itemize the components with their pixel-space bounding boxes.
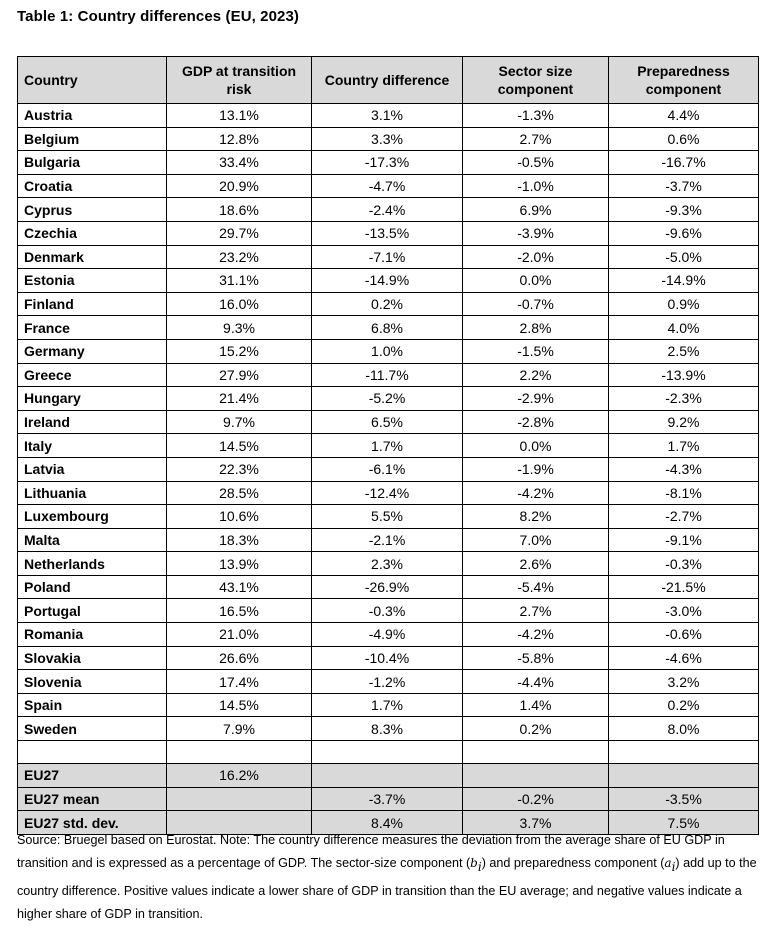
cell-sector-size: 0.0% bbox=[463, 269, 609, 293]
cell-sector-size: 2.2% bbox=[463, 363, 609, 387]
cell-gdp-at-risk: 18.6% bbox=[167, 198, 312, 222]
cell-country: Portugal bbox=[18, 599, 167, 623]
cell-country: Czechia bbox=[18, 221, 167, 245]
cell-sector-size: -0.2% bbox=[463, 787, 609, 811]
cell-sector-size: -1.9% bbox=[463, 457, 609, 481]
cell-gdp-at-risk: 28.5% bbox=[167, 481, 312, 505]
cell-country-difference: -2.1% bbox=[312, 528, 463, 552]
cell-preparedness: -2.7% bbox=[609, 505, 759, 529]
cell-country: Lithuania bbox=[18, 481, 167, 505]
cell-country-difference: 0.2% bbox=[312, 292, 463, 316]
table-row bbox=[18, 363, 759, 387]
cell-preparedness: 0.6% bbox=[609, 127, 759, 151]
cell-preparedness: -4.3% bbox=[609, 457, 759, 481]
cell-country-difference: -7.1% bbox=[312, 245, 463, 269]
cell-country: Estonia bbox=[18, 269, 167, 293]
table-body bbox=[18, 104, 759, 835]
cell-gdp-at-risk: 23.2% bbox=[167, 245, 312, 269]
cell-country-difference: -0.3% bbox=[312, 599, 463, 623]
table-row bbox=[18, 481, 759, 505]
cell-sector-size: 6.9% bbox=[463, 198, 609, 222]
table-header-row bbox=[18, 57, 759, 104]
note-text-2: ) and preparedness component ( bbox=[481, 856, 665, 870]
cell-gdp-at-risk: 21.0% bbox=[167, 623, 312, 647]
cell-gdp-at-risk: 10.6% bbox=[167, 505, 312, 529]
cell-preparedness: 1.7% bbox=[609, 434, 759, 458]
cell-gdp-at-risk: 33.4% bbox=[167, 151, 312, 175]
cell-sector-size: -2.8% bbox=[463, 410, 609, 434]
cell-country: Bulgaria bbox=[18, 151, 167, 175]
table-row bbox=[18, 269, 759, 293]
cell-sector-size: -2.0% bbox=[463, 245, 609, 269]
cell-gdp-at-risk: 13.9% bbox=[167, 552, 312, 576]
cell-country-difference: -13.5% bbox=[312, 221, 463, 245]
cell-preparedness: -9.6% bbox=[609, 221, 759, 245]
cell-country-difference: 8.4% bbox=[312, 811, 463, 835]
table-row bbox=[18, 127, 759, 151]
cell-gdp-at-risk: 20.9% bbox=[167, 174, 312, 198]
cell-gdp-at-risk: 27.9% bbox=[167, 363, 312, 387]
cell-country: Latvia bbox=[18, 457, 167, 481]
cell-country-difference: -2.4% bbox=[312, 198, 463, 222]
cell-sector-size bbox=[463, 741, 609, 764]
cell-gdp-at-risk: 21.4% bbox=[167, 387, 312, 411]
cell-preparedness: -4.6% bbox=[609, 646, 759, 670]
cell-country-difference: 6.5% bbox=[312, 410, 463, 434]
column-header-sector-size: Sector size component bbox=[463, 57, 609, 104]
cell-preparedness: -2.3% bbox=[609, 387, 759, 411]
cell-gdp-at-risk: 29.7% bbox=[167, 221, 312, 245]
cell-sector-size: 0.0% bbox=[463, 434, 609, 458]
cell-sector-size: 1.4% bbox=[463, 693, 609, 717]
cell-country: Luxembourg bbox=[18, 505, 167, 529]
cell-preparedness bbox=[609, 764, 759, 788]
table-row bbox=[18, 151, 759, 175]
cell-preparedness: -0.3% bbox=[609, 552, 759, 576]
cell-country-difference: -3.7% bbox=[312, 787, 463, 811]
cell-preparedness: 4.4% bbox=[609, 104, 759, 128]
cell-preparedness: 2.5% bbox=[609, 339, 759, 363]
cell-country: Hungary bbox=[18, 387, 167, 411]
cell-country: Slovakia bbox=[18, 646, 167, 670]
cell-country-difference: -1.2% bbox=[312, 670, 463, 694]
cell-country: Finland bbox=[18, 292, 167, 316]
table-row bbox=[18, 457, 759, 481]
table-row bbox=[18, 221, 759, 245]
table-row bbox=[18, 528, 759, 552]
cell-country: Ireland bbox=[18, 410, 167, 434]
cell-preparedness: -16.7% bbox=[609, 151, 759, 175]
cell-preparedness: -3.7% bbox=[609, 174, 759, 198]
cell-sector-size: 2.8% bbox=[463, 316, 609, 340]
cell-preparedness bbox=[609, 741, 759, 764]
cell-sector-size: -4.2% bbox=[463, 623, 609, 647]
cell-country: Austria bbox=[18, 104, 167, 128]
cell-country-difference: 1.7% bbox=[312, 434, 463, 458]
cell-gdp-at-risk: 9.7% bbox=[167, 410, 312, 434]
cell-gdp-at-risk bbox=[167, 787, 312, 811]
cell-sector-size: 2.6% bbox=[463, 552, 609, 576]
cell-country: Poland bbox=[18, 575, 167, 599]
symbol-a: a bbox=[664, 856, 672, 870]
cell-country: France bbox=[18, 316, 167, 340]
cell-country: Spain bbox=[18, 693, 167, 717]
cell-gdp-at-risk: 31.1% bbox=[167, 269, 312, 293]
cell-country: Italy bbox=[18, 434, 167, 458]
cell-country: Belgium bbox=[18, 127, 167, 151]
cell-gdp-at-risk: 16.0% bbox=[167, 292, 312, 316]
table-row bbox=[18, 104, 759, 128]
cell-sector-size: -4.4% bbox=[463, 670, 609, 694]
cell-country-difference: 3.3% bbox=[312, 127, 463, 151]
table-row bbox=[18, 575, 759, 599]
cell-preparedness: -9.3% bbox=[609, 198, 759, 222]
cell-gdp-at-risk: 15.2% bbox=[167, 339, 312, 363]
cell-gdp-at-risk: 13.1% bbox=[167, 104, 312, 128]
cell-country-difference: -10.4% bbox=[312, 646, 463, 670]
cell-preparedness: 3.2% bbox=[609, 670, 759, 694]
table-row bbox=[18, 434, 759, 458]
cell-sector-size bbox=[463, 764, 609, 788]
cell-sector-size: -5.4% bbox=[463, 575, 609, 599]
cell-country-difference: -14.9% bbox=[312, 269, 463, 293]
table-row bbox=[18, 316, 759, 340]
cell-sector-size: 2.7% bbox=[463, 599, 609, 623]
note-text-1: Source: Bruegel based on Eurostat. Note: The country difference measures the deviation from the average share of EU GDP in transition and is expressed as a percentage of GDP. The sector-size component ( bbox=[17, 833, 725, 870]
cell-country: Croatia bbox=[18, 174, 167, 198]
cell-country-difference: -6.1% bbox=[312, 457, 463, 481]
table-row bbox=[18, 292, 759, 316]
cell-country-difference: -11.7% bbox=[312, 363, 463, 387]
cell-preparedness: 0.2% bbox=[609, 693, 759, 717]
table-row bbox=[18, 693, 759, 717]
cell-preparedness: -13.9% bbox=[609, 363, 759, 387]
cell-country-difference: 2.3% bbox=[312, 552, 463, 576]
cell-sector-size: -2.9% bbox=[463, 387, 609, 411]
cell-gdp-at-risk: 9.3% bbox=[167, 316, 312, 340]
cell-preparedness: -8.1% bbox=[609, 481, 759, 505]
cell-country-difference bbox=[312, 764, 463, 788]
cell-preparedness: -3.0% bbox=[609, 599, 759, 623]
cell-country: Sweden bbox=[18, 717, 167, 741]
country-differences-table bbox=[17, 56, 759, 835]
table-row bbox=[18, 198, 759, 222]
table-row bbox=[18, 245, 759, 269]
cell-country: EU27 mean bbox=[18, 787, 167, 811]
cell-gdp-at-risk bbox=[167, 741, 312, 764]
cell-preparedness: -21.5% bbox=[609, 575, 759, 599]
summary-row bbox=[18, 764, 759, 788]
cell-country: Romania bbox=[18, 623, 167, 647]
table-row bbox=[18, 670, 759, 694]
cell-country: Malta bbox=[18, 528, 167, 552]
cell-sector-size: 3.7% bbox=[463, 811, 609, 835]
cell-country: Slovenia bbox=[18, 670, 167, 694]
cell-gdp-at-risk: 43.1% bbox=[167, 575, 312, 599]
cell-preparedness: 9.2% bbox=[609, 410, 759, 434]
cell-gdp-at-risk: 7.9% bbox=[167, 717, 312, 741]
cell-country-difference: -17.3% bbox=[312, 151, 463, 175]
cell-preparedness: 7.5% bbox=[609, 811, 759, 835]
column-header-country-difference: Country difference bbox=[312, 57, 463, 104]
cell-country-difference: -4.9% bbox=[312, 623, 463, 647]
cell-country-difference: -26.9% bbox=[312, 575, 463, 599]
cell-gdp-at-risk: 22.3% bbox=[167, 457, 312, 481]
table-row bbox=[18, 174, 759, 198]
cell-gdp-at-risk: 18.3% bbox=[167, 528, 312, 552]
cell-country-difference bbox=[312, 741, 463, 764]
cell-country: Denmark bbox=[18, 245, 167, 269]
cell-sector-size: -5.8% bbox=[463, 646, 609, 670]
cell-sector-size: -3.9% bbox=[463, 221, 609, 245]
summary-row bbox=[18, 787, 759, 811]
cell-sector-size: -1.0% bbox=[463, 174, 609, 198]
cell-preparedness: -0.6% bbox=[609, 623, 759, 647]
column-header-country: Country bbox=[18, 57, 167, 104]
cell-country: Netherlands bbox=[18, 552, 167, 576]
cell-sector-size: 8.2% bbox=[463, 505, 609, 529]
cell-gdp-at-risk: 14.5% bbox=[167, 434, 312, 458]
subscript-b: i bbox=[477, 859, 482, 874]
table-row bbox=[18, 717, 759, 741]
cell-country-difference: -5.2% bbox=[312, 387, 463, 411]
table-row bbox=[18, 339, 759, 363]
cell-country-difference: 5.5% bbox=[312, 505, 463, 529]
cell-gdp-at-risk: 26.6% bbox=[167, 646, 312, 670]
cell-country bbox=[18, 741, 167, 764]
cell-country: Greece bbox=[18, 363, 167, 387]
cell-gdp-at-risk: 16.2% bbox=[167, 764, 312, 788]
cell-country-difference: -4.7% bbox=[312, 174, 463, 198]
cell-country: EU27 bbox=[18, 764, 167, 788]
table-row bbox=[18, 599, 759, 623]
cell-preparedness: -14.9% bbox=[609, 269, 759, 293]
cell-gdp-at-risk: 16.5% bbox=[167, 599, 312, 623]
cell-country-difference: 3.1% bbox=[312, 104, 463, 128]
note-text-3: ) add up to the country difference. Positive values indicate a lower share of GDP in transition than the EU average; and negative values indicate a higher share of GDP in transition. bbox=[17, 856, 757, 921]
cell-country: EU27 std. dev. bbox=[18, 811, 167, 835]
cell-sector-size: -1.5% bbox=[463, 339, 609, 363]
cell-gdp-at-risk: 14.5% bbox=[167, 693, 312, 717]
cell-sector-size: -1.3% bbox=[463, 104, 609, 128]
cell-preparedness: -5.0% bbox=[609, 245, 759, 269]
cell-country-difference: 1.7% bbox=[312, 693, 463, 717]
table-title: Table 1: Country differences (EU, 2023) bbox=[17, 8, 300, 25]
cell-preparedness: -9.1% bbox=[609, 528, 759, 552]
cell-preparedness: 8.0% bbox=[609, 717, 759, 741]
table-row bbox=[18, 387, 759, 411]
column-header-preparedness: Preparedness component bbox=[609, 57, 759, 104]
cell-sector-size: -0.7% bbox=[463, 292, 609, 316]
cell-country-difference: -12.4% bbox=[312, 481, 463, 505]
cell-country: Cyprus bbox=[18, 198, 167, 222]
symbol-b: b bbox=[470, 856, 478, 870]
subscript-a: i bbox=[671, 859, 676, 874]
cell-gdp-at-risk: 12.8% bbox=[167, 127, 312, 151]
cell-country: Germany bbox=[18, 339, 167, 363]
table-row bbox=[18, 623, 759, 647]
cell-sector-size: -0.5% bbox=[463, 151, 609, 175]
table-row bbox=[18, 646, 759, 670]
cell-sector-size: -4.2% bbox=[463, 481, 609, 505]
table-row bbox=[18, 552, 759, 576]
source-note bbox=[17, 829, 762, 926]
blank-row bbox=[18, 741, 759, 764]
cell-country-difference: 6.8% bbox=[312, 316, 463, 340]
cell-sector-size: 2.7% bbox=[463, 127, 609, 151]
table-row bbox=[18, 505, 759, 529]
cell-preparedness: 4.0% bbox=[609, 316, 759, 340]
cell-country-difference: 1.0% bbox=[312, 339, 463, 363]
cell-sector-size: 7.0% bbox=[463, 528, 609, 552]
table-row bbox=[18, 410, 759, 434]
cell-country-difference: 8.3% bbox=[312, 717, 463, 741]
cell-preparedness: 0.9% bbox=[609, 292, 759, 316]
cell-sector-size: 0.2% bbox=[463, 717, 609, 741]
cell-gdp-at-risk: 17.4% bbox=[167, 670, 312, 694]
column-header-gdp-at-risk: GDP at transition risk bbox=[167, 57, 312, 104]
cell-preparedness: -3.5% bbox=[609, 787, 759, 811]
